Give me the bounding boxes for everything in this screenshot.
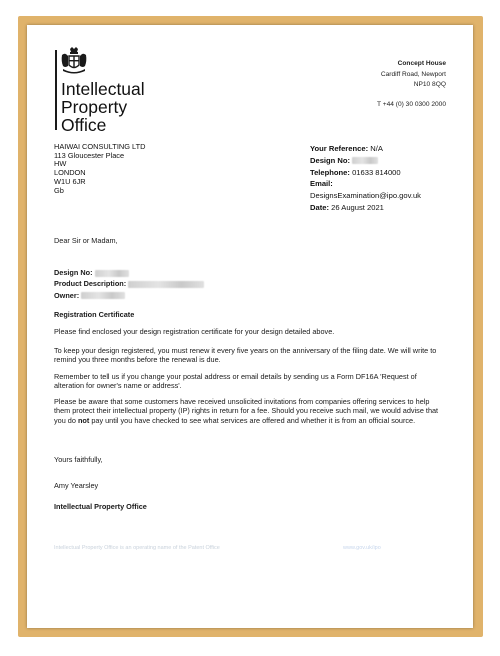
date-value: 26 August 2021 [331,202,384,212]
sender-building: Concept House [397,60,446,67]
email-label: Email: [310,179,333,189]
paragraph-change-details: Remember to tell us if you change your postal address or email details by sending us a Form DF16A 'Request of alteration for owner's name or address'. [54,372,417,391]
redacted-product-description [128,281,204,288]
telephone-value: 01633 814000 [352,167,401,177]
logo-vertical-rule [55,50,57,130]
sender-telephone: T +44 (0) 30 0300 2000 [377,100,446,108]
closing: Yours faithfully, [54,455,103,464]
reference-block [310,143,470,214]
sender-address [296,59,446,110]
org-name-line-3: Office [61,115,107,135]
recipient-line: LONDON [54,168,86,178]
recipient-line: W1U 6JR [54,176,86,186]
telephone-ref: Telephone: 01633 814000 [310,167,401,177]
product-description-line: Product Description: [54,279,444,288]
footer-website-link[interactable]: www.gov.uk/ipo [343,545,381,551]
recipient-line: HW [54,159,67,169]
org-name-line-2: Property [61,97,128,117]
redacted-design-number [352,157,378,164]
recipient-line: HAIWAI CONSULTING LTD [54,142,146,151]
email-value: DesignsExamination@ipo.gov.uk [310,191,421,201]
signatory-name: Amy Yearsley [54,481,99,490]
recipient-address [54,143,234,195]
sender-postcode: NP10 8QQ [413,81,446,88]
sender-street: Cardiff Road, Newport [380,70,446,78]
ipo-logo-wordmark [61,80,181,134]
salutation: Dear Sir or Madam, [54,236,118,245]
letter-page [27,25,473,628]
signatory-organisation: Intellectual Property Office [54,502,147,511]
your-reference: Your Reference: N/A [310,144,383,153]
org-name-line-1: Intellectual [61,79,145,99]
footer-operating-name: Intellectual Property Office is an operating name of the Patent Office [54,545,220,551]
date-ref: Date: 26 August 2021 [310,202,384,212]
registration-certificate-heading: Registration Certificate [54,310,135,319]
your-reference-value: N/A [370,144,383,153]
recipient-line: 113 Gloucester Place [54,150,125,160]
paragraph-enclosed-certificate: Please find enclosed your design registration certificate for your design detailed above. [54,327,335,336]
recipient-line: Gb [54,185,64,195]
design-details [54,268,444,300]
paragraph-renewal: To keep your design registered, you must renew it every five years on the anniversary of the filing date. We will write to remind you three months before the renewal is due. [54,346,437,365]
redacted-owner [81,292,125,299]
royal-coat-of-arms-icon [59,47,89,75]
redacted-design-number [95,270,129,277]
design-number-ref: Design No: [310,155,470,167]
owner-line: Owner: [54,291,444,300]
design-no-line: Design No: [54,268,444,277]
paragraph-unsolicited-invitations: Please be aware that some customers have received unsolicited invitations from companies offering services to help them protect their intellectual property (IP) rights in return for a fee. Should you receive such mail, we would advise that you do not pay until you have checked to see what services are offered and whether it is from an official source. [54,397,439,425]
